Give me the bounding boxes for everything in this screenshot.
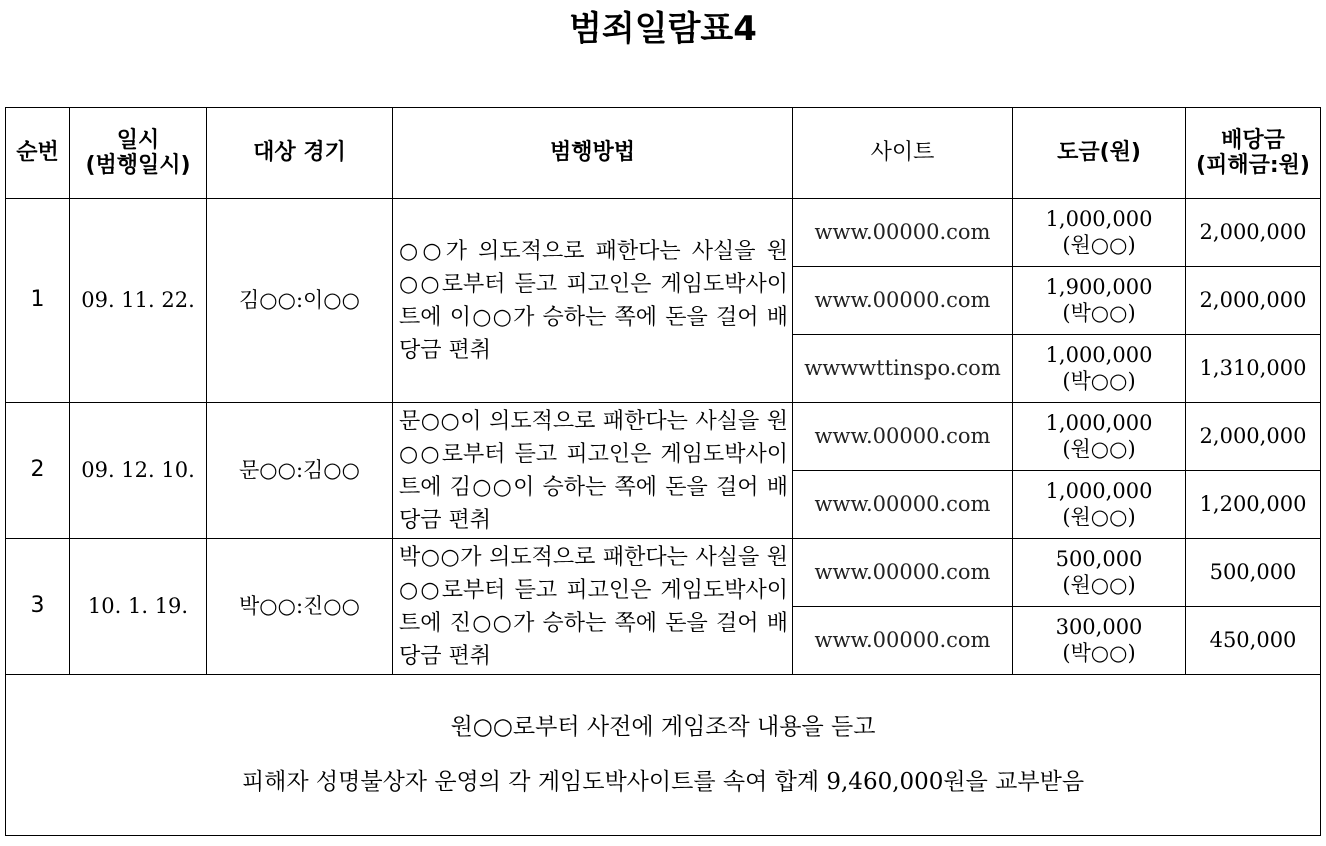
bet-amount: 1,900,000	[1045, 275, 1153, 300]
bet-amount: 300,000	[1055, 615, 1143, 640]
table-row	[6, 539, 1321, 607]
bet-payout: 2,000,000	[1186, 403, 1321, 471]
bet-payout: 450,000	[1186, 607, 1321, 675]
bet-payout: 1,200,000	[1186, 471, 1321, 539]
row-date: 10. 1. 19.	[70, 539, 207, 675]
bet-holder: (원○○)	[1062, 504, 1136, 529]
row-game: 문○○:김○○	[207, 403, 393, 539]
bet-site: www.00000.com	[793, 403, 1013, 471]
document-title: 범죄일람표4	[569, 8, 757, 49]
bet-holder: (박○○)	[1062, 640, 1136, 665]
table-row	[6, 403, 1321, 471]
bet-payout: 500,000	[1186, 539, 1321, 607]
bet-amount: 1,000,000	[1045, 479, 1153, 504]
row-game: 김○○:이○○	[207, 199, 393, 403]
header-date-line1: 일시	[116, 127, 160, 153]
bet-payout: 2,000,000	[1186, 267, 1321, 335]
bet-amount: 1,000,000	[1045, 343, 1153, 368]
header-date-line2: (범행일시)	[85, 153, 191, 178]
bet-stake	[1013, 471, 1186, 539]
bet-stake	[1013, 539, 1186, 607]
bet-payout: 2,000,000	[1186, 199, 1321, 267]
bet-stake	[1013, 267, 1186, 335]
header-game: 대상 경기	[207, 108, 393, 199]
table-row	[6, 199, 1321, 267]
header-date	[70, 108, 207, 199]
header-no: 순번	[6, 108, 70, 199]
header-payout-line2: (피해금:원)	[1196, 153, 1310, 178]
bet-amount: 1,000,000	[1045, 411, 1153, 436]
bet-stake	[1013, 335, 1186, 403]
row-date: 09. 11. 22.	[70, 199, 207, 403]
header-payout	[1186, 108, 1321, 199]
row-date: 09. 12. 10.	[70, 403, 207, 539]
summary-line1: 원○○로부터 사전에 게임조작 내용을 듣고	[450, 713, 876, 740]
header-row	[6, 108, 1321, 199]
header-stake: 도금(원)	[1013, 108, 1186, 199]
bet-holder: (원○○)	[1062, 232, 1136, 257]
bet-holder: (원○○)	[1062, 436, 1136, 461]
bet-payout: 1,310,000	[1186, 335, 1321, 403]
bet-holder: (원○○)	[1062, 572, 1136, 597]
bet-site: www.00000.com	[793, 539, 1013, 607]
bet-holder: (박○○)	[1062, 368, 1136, 393]
summary-line2: 피해자 성명불상자 운영의 각 게임도박사이트를 속여 합계 9,460,000원을 교부받음	[241, 769, 1085, 795]
crime-list-table	[5, 107, 1321, 836]
row-method: 박○○가 의도적으로 패한다는 사실을 원○○로부터 듣고 피고인은 게임도박사이트에 진○○가 승하는 쪽에 돈을 걸어 배당금 편취	[393, 539, 793, 675]
bet-site: www.00000.com	[793, 199, 1013, 267]
bet-stake	[1013, 199, 1186, 267]
row-number: 3	[6, 539, 70, 675]
bet-stake	[1013, 403, 1186, 471]
bet-site: www.00000.com	[793, 267, 1013, 335]
header-method: 범행방법	[393, 108, 793, 199]
bet-site: wwwwttinspo.com	[793, 335, 1013, 403]
bet-amount: 500,000	[1055, 547, 1143, 572]
bet-site: www.00000.com	[793, 471, 1013, 539]
row-method: ○○가 의도적으로 패한다는 사실을 원○○로부터 듣고 피고인은 게임도박사이트에 이○○가 승하는 쪽에 돈을 걸어 배당금 편취	[393, 199, 793, 403]
bet-site: www.00000.com	[793, 607, 1013, 675]
bet-stake	[1013, 607, 1186, 675]
row-number: 1	[6, 199, 70, 403]
bet-amount: 1,000,000	[1045, 207, 1153, 232]
summary-row	[6, 675, 1321, 836]
row-method: 문○○이 의도적으로 패한다는 사실을 원○○로부터 듣고 피고인은 게임도박사이트에 김○○이 승하는 쪽에 돈을 걸어 배당금 편취	[393, 403, 793, 539]
summary-cell	[6, 675, 1321, 836]
bet-holder: (박○○)	[1062, 300, 1136, 325]
row-game: 박○○:진○○	[207, 539, 393, 675]
row-number: 2	[6, 403, 70, 539]
header-payout-line1: 배당금	[1221, 127, 1285, 153]
header-site: 사이트	[793, 108, 1013, 199]
